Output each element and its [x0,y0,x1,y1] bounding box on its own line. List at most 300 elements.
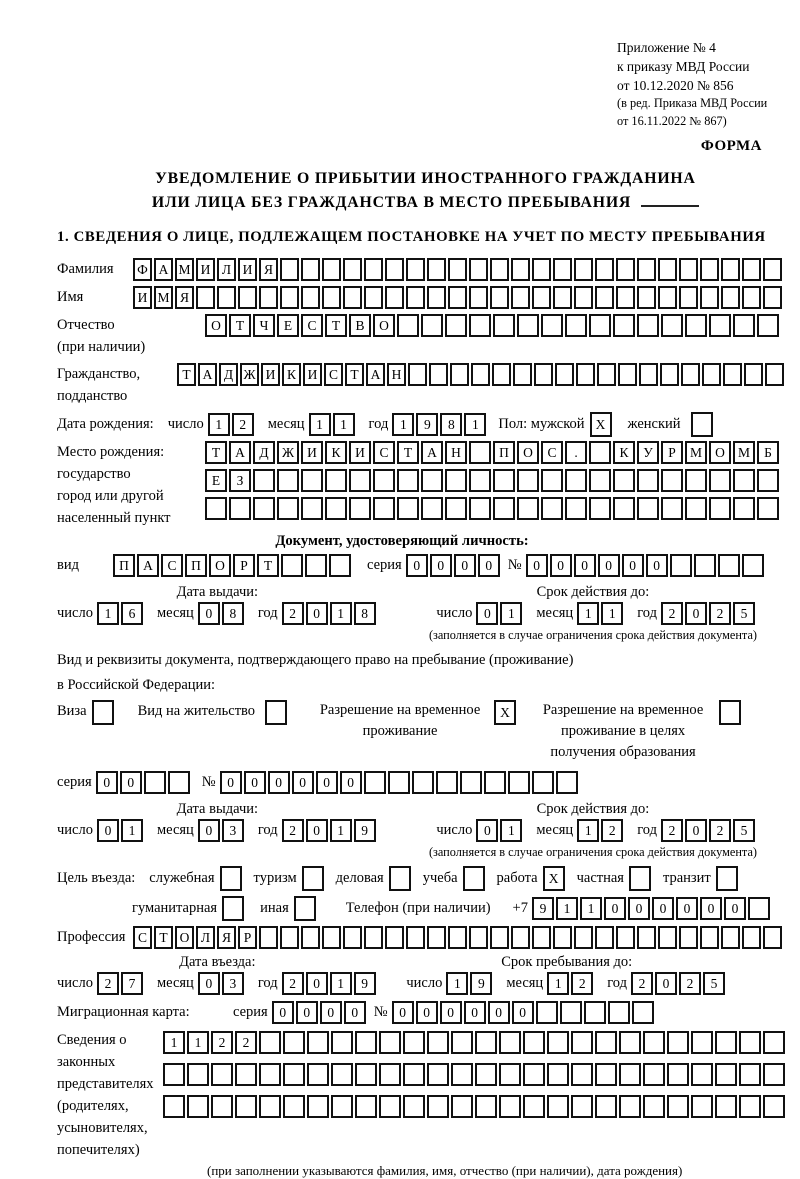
birthplace-row3-boxes[interactable] [205,497,781,520]
residence-series-boxes[interactable] [96,771,192,794]
purpose-private-checkbox[interactable] [629,866,653,891]
char-box[interactable] [397,469,419,492]
char-box[interactable] [532,258,551,281]
migration-number-boxes[interactable] [392,1001,656,1024]
char-box[interactable]: 0 [512,1001,534,1024]
birthplace-row2-boxes[interactable] [205,469,781,492]
char-box[interactable] [493,497,515,520]
char-box[interactable] [571,1095,593,1118]
char-box[interactable]: 0 [96,771,118,794]
char-box[interactable]: 9 [354,819,376,842]
char-box[interactable]: 1 [464,413,486,436]
char-box[interactable] [691,1063,713,1086]
char-box[interactable]: 1 [330,972,352,995]
char-box[interactable] [475,1031,497,1054]
char-box[interactable] [211,1063,233,1086]
char-box[interactable] [385,926,404,949]
char-box[interactable] [597,363,616,386]
char-box[interactable] [763,1095,785,1118]
char-box[interactable] [305,554,327,577]
visa-checkbox[interactable] [92,700,116,725]
char-box[interactable] [700,286,719,309]
char-box[interactable]: 0 [320,1001,342,1024]
migration-series-boxes[interactable] [272,1001,368,1024]
char-box[interactable]: В [349,314,371,337]
char-box[interactable] [475,1095,497,1118]
char-box[interactable] [667,1095,689,1118]
char-box[interactable] [565,497,587,520]
char-box[interactable] [643,1063,665,1086]
char-box[interactable] [571,1031,593,1054]
char-box[interactable] [547,1031,569,1054]
char-box[interactable]: 0 [724,897,746,920]
char-box[interactable] [679,258,698,281]
char-box[interactable] [349,497,371,520]
char-box[interactable]: М [175,258,194,281]
char-box[interactable]: П [493,441,515,464]
char-box[interactable] [667,1063,689,1086]
char-box[interactable]: 0 [316,771,338,794]
char-box[interactable] [757,469,779,492]
char-box[interactable] [595,1031,617,1054]
char-box[interactable] [643,1031,665,1054]
char-box[interactable]: О [517,441,539,464]
char-box[interactable] [739,1031,761,1054]
char-box[interactable]: 2 [282,819,304,842]
char-box[interactable]: Н [445,441,467,464]
char-box[interactable]: 0 [628,897,650,920]
char-box[interactable] [469,441,491,464]
char-box[interactable]: С [541,441,563,464]
expiry-year-boxes[interactable] [661,819,757,842]
char-box[interactable]: 1 [556,897,578,920]
char-box[interactable]: Р [661,441,683,464]
char-box[interactable] [523,1063,545,1086]
char-box[interactable]: 0 [344,1001,366,1024]
issue-year-boxes[interactable] [282,602,378,625]
char-box[interactable]: И [196,258,215,281]
char-box[interactable] [397,314,419,337]
char-box[interactable] [763,258,782,281]
char-box[interactable]: 1 [601,602,623,625]
char-box[interactable]: X [590,412,612,437]
char-box[interactable]: 0 [574,554,596,577]
char-box[interactable]: 0 [430,554,452,577]
purpose-work-checkbox[interactable] [543,866,567,891]
char-box[interactable] [445,314,467,337]
char-box[interactable] [283,1095,305,1118]
char-box[interactable]: И [349,441,371,464]
char-box[interactable] [427,1031,449,1054]
char-box[interactable] [619,1095,641,1118]
char-box[interactable]: П [113,554,135,577]
char-box[interactable] [595,1063,617,1086]
phone-boxes[interactable] [532,897,772,920]
char-box[interactable] [325,497,347,520]
char-box[interactable] [541,497,563,520]
char-box[interactable] [658,258,677,281]
entry-day-boxes[interactable] [97,972,145,995]
char-box[interactable]: 0 [296,1001,318,1024]
char-box[interactable] [517,469,539,492]
purpose-humanitarian-checkbox[interactable] [222,896,246,921]
char-box[interactable] [469,497,491,520]
char-box[interactable]: А [154,258,173,281]
char-box[interactable]: М [685,441,707,464]
char-box[interactable]: 0 [700,897,722,920]
char-box[interactable]: М [154,286,173,309]
char-box[interactable]: 0 [550,554,572,577]
char-box[interactable] [757,497,779,520]
char-box[interactable] [574,286,593,309]
char-box[interactable] [700,258,719,281]
char-box[interactable] [532,286,551,309]
char-box[interactable]: Т [205,441,227,464]
surname-boxes[interactable] [133,258,784,281]
char-box[interactable] [723,363,742,386]
char-box[interactable] [637,469,659,492]
char-box[interactable] [547,1095,569,1118]
char-box[interactable] [364,771,386,794]
char-box[interactable] [355,1095,377,1118]
char-box[interactable]: 2 [601,819,623,842]
char-box[interactable] [658,926,677,949]
char-box[interactable]: 0 [198,819,220,842]
char-box[interactable] [475,1063,497,1086]
char-box[interactable] [661,314,683,337]
char-box[interactable]: 0 [622,554,644,577]
char-box[interactable]: Р [238,926,257,949]
char-box[interactable] [694,554,716,577]
char-box[interactable] [427,1063,449,1086]
char-box[interactable] [92,700,114,725]
char-box[interactable] [721,286,740,309]
char-box[interactable] [757,314,779,337]
char-box[interactable] [343,286,362,309]
male-checkbox[interactable] [590,412,614,437]
char-box[interactable] [301,469,323,492]
char-box[interactable] [661,469,683,492]
char-box[interactable]: X [543,866,565,891]
char-box[interactable]: К [325,441,347,464]
char-box[interactable] [421,314,443,337]
char-box[interactable] [373,469,395,492]
char-box[interactable]: К [613,441,635,464]
char-box[interactable] [555,363,574,386]
char-box[interactable]: 0 [198,602,220,625]
char-box[interactable] [685,314,707,337]
temp-residence-education-checkbox[interactable] [719,700,743,725]
char-box[interactable] [493,469,515,492]
char-box[interactable] [235,1095,257,1118]
char-box[interactable] [253,469,275,492]
char-box[interactable] [259,926,278,949]
char-box[interactable]: Р [233,554,255,577]
char-box[interactable] [331,1063,353,1086]
char-box[interactable] [397,497,419,520]
char-box[interactable]: 2 [282,972,304,995]
char-box[interactable] [238,286,257,309]
char-box[interactable] [721,258,740,281]
char-box[interactable] [408,363,427,386]
char-box[interactable] [343,926,362,949]
char-box[interactable] [463,866,485,891]
char-box[interactable]: 2 [571,972,593,995]
purpose-transit-checkbox[interactable] [716,866,740,891]
char-box[interactable] [679,926,698,949]
char-box[interactable]: 2 [661,819,683,842]
char-box[interactable] [364,286,383,309]
char-box[interactable] [670,554,692,577]
char-box[interactable] [571,1063,593,1086]
char-box[interactable]: Е [277,314,299,337]
char-box[interactable] [508,771,530,794]
char-box[interactable] [460,771,482,794]
char-box[interactable] [280,926,299,949]
char-box[interactable]: У [637,441,659,464]
char-box[interactable]: 7 [121,972,143,995]
char-box[interactable] [616,926,635,949]
char-box[interactable] [681,363,700,386]
char-box[interactable] [658,286,677,309]
char-box[interactable]: 0 [292,771,314,794]
char-box[interactable] [211,1095,233,1118]
char-box[interactable]: 0 [120,771,142,794]
char-box[interactable]: 2 [631,972,653,995]
char-box[interactable]: 0 [306,819,328,842]
char-box[interactable] [259,1031,281,1054]
char-box[interactable] [329,554,351,577]
char-box[interactable] [532,771,554,794]
char-box[interactable]: Я [259,258,278,281]
char-box[interactable] [574,258,593,281]
char-box[interactable]: 1 [547,972,569,995]
char-box[interactable] [616,258,635,281]
stay-month-boxes[interactable] [547,972,595,995]
char-box[interactable]: 1 [309,413,331,436]
char-box[interactable] [718,554,740,577]
char-box[interactable] [253,497,275,520]
char-box[interactable] [421,497,443,520]
char-box[interactable] [589,497,611,520]
char-box[interactable]: 0 [454,554,476,577]
doc-series-boxes[interactable] [406,554,502,577]
char-box[interactable] [499,1063,521,1086]
char-box[interactable] [355,1063,377,1086]
char-box[interactable] [511,258,530,281]
issue-day-boxes[interactable] [97,602,145,625]
char-box[interactable]: 0 [306,602,328,625]
char-box[interactable]: 1 [500,819,522,842]
char-box[interactable] [490,258,509,281]
char-box[interactable] [451,1095,473,1118]
char-box[interactable]: Л [196,926,215,949]
char-box[interactable]: Д [253,441,275,464]
expiry-day-boxes[interactable] [476,602,524,625]
char-box[interactable] [763,1063,785,1086]
char-box[interactable] [373,497,395,520]
char-box[interactable]: 2 [679,972,701,995]
char-box[interactable] [643,1095,665,1118]
char-box[interactable] [613,314,635,337]
char-box[interactable] [364,258,383,281]
char-box[interactable] [733,469,755,492]
char-box[interactable] [403,1095,425,1118]
birth-month-boxes[interactable] [309,413,357,436]
char-box[interactable] [715,1095,737,1118]
char-box[interactable]: Т [345,363,364,386]
char-box[interactable]: А [421,441,443,464]
citizenship-boxes[interactable] [177,363,786,386]
char-box[interactable] [709,314,731,337]
char-box[interactable] [389,866,411,891]
char-box[interactable]: Ч [253,314,275,337]
char-box[interactable]: 0 [220,771,242,794]
char-box[interactable] [283,1031,305,1054]
purpose-other-checkbox[interactable] [294,896,318,921]
char-box[interactable] [619,1031,641,1054]
char-box[interactable] [163,1095,185,1118]
char-box[interactable]: Т [325,314,347,337]
char-box[interactable] [490,926,509,949]
char-box[interactable] [379,1095,401,1118]
char-box[interactable]: Ж [240,363,259,386]
char-box[interactable]: О [709,441,731,464]
char-box[interactable]: И [303,363,322,386]
char-box[interactable]: 0 [392,1001,414,1024]
char-box[interactable] [469,314,491,337]
char-box[interactable]: 2 [97,972,119,995]
char-box[interactable]: X [494,700,516,725]
expiry-year-boxes[interactable] [661,602,757,625]
char-box[interactable] [450,363,469,386]
char-box[interactable] [618,363,637,386]
char-box[interactable] [499,1095,521,1118]
char-box[interactable] [742,554,764,577]
char-box[interactable] [589,314,611,337]
char-box[interactable] [196,286,215,309]
profession-boxes[interactable] [133,926,784,949]
temp-residence-checkbox[interactable] [494,700,518,725]
char-box[interactable] [331,1031,353,1054]
patronymic-boxes[interactable] [205,314,781,337]
char-box[interactable]: 1 [500,602,522,625]
char-box[interactable]: Я [217,926,236,949]
char-box[interactable] [595,258,614,281]
char-box[interactable] [547,1063,569,1086]
char-box[interactable] [427,258,446,281]
char-box[interactable]: Б [757,441,779,464]
birth-day-boxes[interactable] [208,413,256,436]
char-box[interactable]: П [185,554,207,577]
char-box[interactable] [541,469,563,492]
char-box[interactable] [364,926,383,949]
char-box[interactable] [632,1001,654,1024]
char-box[interactable] [511,926,530,949]
char-box[interactable]: 0 [598,554,620,577]
char-box[interactable]: С [161,554,183,577]
char-box[interactable] [719,700,741,725]
char-box[interactable] [469,286,488,309]
char-box[interactable] [744,363,763,386]
char-box[interactable] [343,258,362,281]
char-box[interactable] [560,1001,582,1024]
char-box[interactable]: О [205,314,227,337]
char-box[interactable] [733,497,755,520]
char-box[interactable] [302,866,324,891]
char-box[interactable] [574,926,593,949]
char-box[interactable] [667,1031,689,1054]
char-box[interactable]: 2 [282,602,304,625]
char-box[interactable] [595,286,614,309]
char-box[interactable]: Т [397,441,419,464]
char-box[interactable] [691,1031,713,1054]
char-box[interactable]: 2 [709,602,731,625]
char-box[interactable] [469,926,488,949]
char-box[interactable] [685,497,707,520]
char-box[interactable]: 2 [232,413,254,436]
char-box[interactable] [144,771,166,794]
char-box[interactable] [513,363,532,386]
char-box[interactable] [427,1095,449,1118]
char-box[interactable] [565,314,587,337]
char-box[interactable]: О [209,554,231,577]
stay-year-boxes[interactable] [631,972,727,995]
char-box[interactable]: 9 [470,972,492,995]
char-box[interactable] [280,258,299,281]
char-box[interactable] [517,314,539,337]
expiry-day-boxes[interactable] [476,819,524,842]
char-box[interactable] [220,866,242,891]
char-box[interactable] [469,469,491,492]
char-box[interactable] [637,497,659,520]
residence-permit-checkbox[interactable] [265,700,289,725]
expiry-month-boxes[interactable] [577,602,625,625]
char-box[interactable] [322,286,341,309]
char-box[interactable] [523,1095,545,1118]
entry-month-boxes[interactable] [198,972,246,995]
char-box[interactable] [613,469,635,492]
char-box[interactable]: Ж [277,441,299,464]
char-box[interactable] [301,497,323,520]
char-box[interactable] [608,1001,630,1024]
char-box[interactable] [222,896,244,921]
char-box[interactable] [331,1095,353,1118]
char-box[interactable] [187,1063,209,1086]
char-box[interactable] [721,926,740,949]
char-box[interactable] [637,926,656,949]
char-box[interactable] [739,1095,761,1118]
char-box[interactable]: 0 [476,602,498,625]
char-box[interactable] [283,1063,305,1086]
char-box[interactable] [385,286,404,309]
char-box[interactable] [229,497,251,520]
char-box[interactable] [163,1063,185,1086]
char-box[interactable] [429,363,448,386]
char-box[interactable]: А [229,441,251,464]
char-box[interactable] [168,771,190,794]
char-box[interactable]: 1 [187,1031,209,1054]
char-box[interactable]: 1 [330,819,352,842]
char-box[interactable] [421,469,443,492]
char-box[interactable] [355,1031,377,1054]
char-box[interactable] [742,258,761,281]
char-box[interactable]: 0 [416,1001,438,1024]
char-box[interactable] [451,1063,473,1086]
char-box[interactable] [716,866,738,891]
char-box[interactable] [427,926,446,949]
char-box[interactable]: 2 [235,1031,257,1054]
